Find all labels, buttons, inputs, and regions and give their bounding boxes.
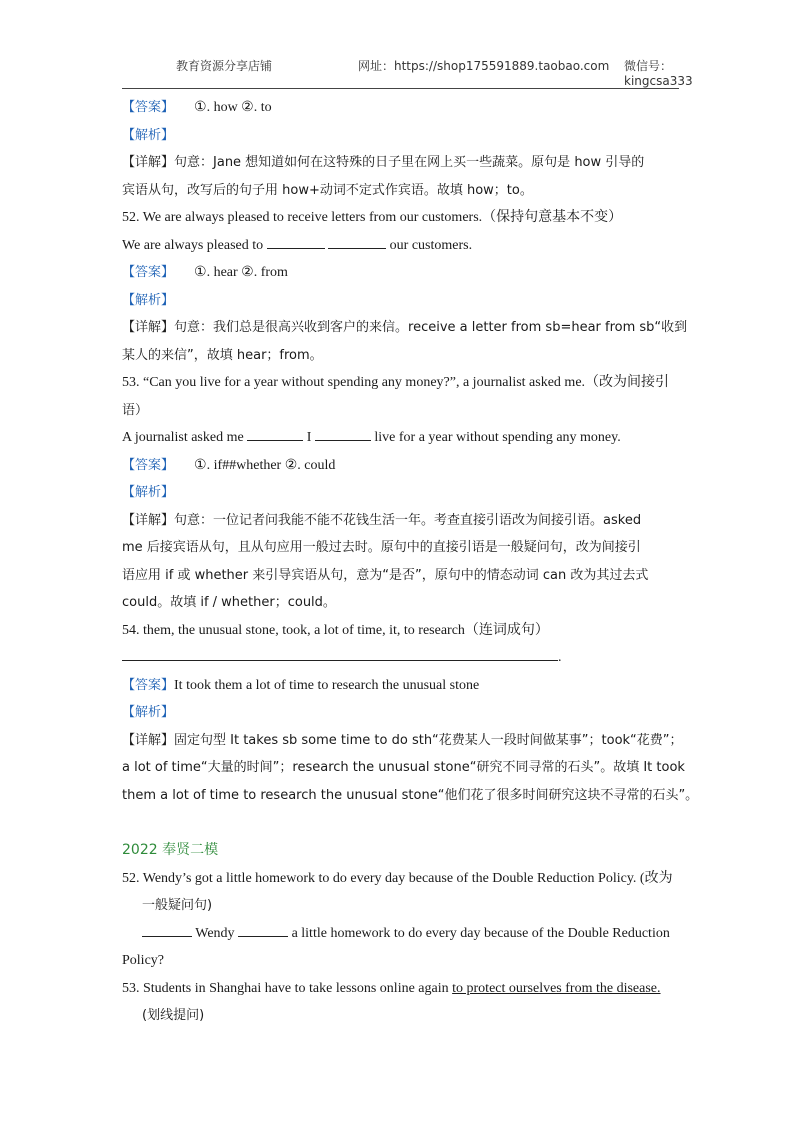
s2-q52-fill-a: Wendy bbox=[195, 925, 235, 941]
q53-detail-line-2: me 后接宾语从句，且从句应用一般过去时。原句中的直接引语是一般疑问句，改为间接引 bbox=[122, 540, 641, 555]
q54-analysis-line bbox=[122, 699, 679, 727]
detail-label: 【详解】 bbox=[122, 155, 175, 170]
q52-fill-b: our customers. bbox=[389, 237, 473, 253]
s2-q53-prompt-line-1 bbox=[122, 975, 679, 1003]
detail-label: 【详解】 bbox=[122, 732, 175, 748]
answer-label: 【答案】 bbox=[122, 100, 175, 115]
q54-detail-line-2: a lot of time“大量的时间”；research the unusual stone“研究不同寻常的石头”。故填 It took bbox=[122, 760, 685, 775]
answer-blank[interactable] bbox=[315, 429, 371, 441]
answer-rule[interactable] bbox=[122, 649, 558, 661]
q53-fill-line bbox=[122, 424, 679, 452]
q53-detail-line-3: 语应用 if 或 whether 来引导宾语从句，意为“是否”，原句中的情态动词 can 改为其过去式 bbox=[122, 567, 649, 583]
s2-q53-prompt-line-2: (划线提问) bbox=[142, 1008, 205, 1023]
section-spacer bbox=[122, 809, 679, 837]
detail-label: 【详解】 bbox=[122, 320, 175, 335]
q53-detail-line-4: could。故填 if / whether；could。 bbox=[122, 595, 336, 610]
q53-answer-line bbox=[122, 452, 679, 480]
answer-label: 【答案】 bbox=[122, 457, 175, 473]
header-wechat-id: kingcsa333 bbox=[624, 74, 693, 88]
q53-prompt-line-1: 53. “Can you live for a year without spending any money?”, a journalist asked me.（改为间接引 bbox=[122, 375, 670, 390]
answer-blank[interactable] bbox=[328, 237, 386, 249]
analysis-label: 【解析】 bbox=[122, 127, 175, 143]
q53-detail-1: 句意：一位记者问我能不能不花钱生活一年。考查直接引语改为间接引语。asked bbox=[174, 512, 642, 528]
q51-detail-line-2 bbox=[122, 177, 679, 205]
q53-analysis-line bbox=[122, 479, 679, 507]
answer-blank[interactable] bbox=[247, 429, 303, 441]
q54-answer-rule-line: . bbox=[122, 644, 679, 672]
q54-answer-line bbox=[122, 672, 679, 700]
q54-detail-line-3: them a lot of time to research the unusual stone“他们花了很多时间研究这块不寻常的石头”。 bbox=[122, 787, 699, 803]
q52-detail-line-2 bbox=[122, 342, 679, 370]
q54-prompt: 54. them, the unusual stone, took, a lot of time, it, to research（连词成句） bbox=[122, 622, 549, 638]
q51-answer: ①. how ②. to bbox=[194, 100, 272, 115]
q53-prompt-line-2: 语） bbox=[122, 402, 149, 418]
q53-detail-line-1 bbox=[122, 507, 679, 535]
q51-detail-1: 句意：Jane 想知道如何在这特殊的日子里在网上买一些蔬菜。原句是 how 引导的 bbox=[174, 155, 645, 170]
s2-q52-fill-b: a little homework to do every day because of the Double Reduction bbox=[291, 925, 670, 941]
analysis-label: 【解析】 bbox=[122, 705, 175, 720]
q53-fill-a: A journalist asked me bbox=[122, 430, 244, 445]
header-divider bbox=[122, 88, 679, 89]
answer-label: 【答案】 bbox=[122, 265, 175, 280]
answer-blank[interactable] bbox=[267, 237, 325, 249]
q52-detail-2: 某人的来信”，故填 hear；from。 bbox=[122, 347, 323, 363]
s2-q53-prompt-text: 53. Students in Shanghai have to take lessons online again bbox=[122, 980, 453, 996]
analysis-label: 【解析】 bbox=[122, 292, 175, 308]
q51-detail-2: 宾语从句，改写后的句子用 how+动词不定式作宾语。故填 how；to。 bbox=[122, 182, 533, 198]
s2-q52-fill-line bbox=[122, 920, 679, 948]
q54-detail-1: 固定句型 It takes sb some time to do sth“花费某人一段时间做某事”；took“花费”； bbox=[174, 732, 683, 748]
analysis-label: 【解析】 bbox=[122, 485, 175, 500]
q53-answer: ①. if##whether ②. could bbox=[194, 457, 336, 473]
q54-detail-line-1 bbox=[122, 727, 683, 755]
answer-label: 【答案】 bbox=[122, 677, 175, 693]
q52-detail-1: 句意：我们总是很高兴收到客户的来信。receive a letter from sb=hear from sb“收到 bbox=[174, 320, 688, 335]
header-url[interactable]: 网址：https://shop175591889.taobao.com bbox=[358, 59, 610, 73]
q51-answer-line bbox=[122, 94, 679, 122]
q52-answer-line bbox=[122, 259, 679, 287]
section-title: 2022 奉贤二模 bbox=[122, 842, 219, 858]
s2-q52-fill-line-2: Policy? bbox=[122, 953, 164, 968]
s2-q52-prompt-line-1: 52. Wendy’s got a little homework to do every day because of the Double Reduction Policy. (改为 bbox=[122, 870, 673, 886]
document-body bbox=[122, 94, 699, 1030]
answer-blank[interactable] bbox=[238, 925, 288, 937]
q52-fill-a: We are always pleased to bbox=[122, 237, 264, 253]
answer-blank[interactable] bbox=[142, 925, 192, 937]
q52-detail-line-1 bbox=[122, 314, 688, 342]
q52-answer: ①. hear ②. from bbox=[194, 265, 288, 280]
q54-answer: It took them a lot of time to research the unusual stone bbox=[174, 677, 480, 693]
q52-fill-line bbox=[122, 232, 679, 260]
q52-analysis-line bbox=[122, 287, 679, 315]
s2-q52-prompt-line-2: 一般疑问句) bbox=[142, 898, 213, 913]
q53-fill-c: live for a year without spending any money. bbox=[374, 430, 621, 445]
detail-label: 【详解】 bbox=[122, 512, 175, 528]
q51-detail-line-1 bbox=[122, 149, 679, 177]
header-shop-name: 教育资源分享店铺 bbox=[176, 59, 273, 73]
header-wechat-label: 微信号： bbox=[624, 59, 673, 73]
q53-fill-b: I bbox=[306, 430, 312, 445]
s2-q53-underlined-part: to protect ourselves from the disease. bbox=[452, 980, 661, 996]
q51-analysis-line bbox=[122, 122, 679, 150]
q52-prompt: 52. We are always pleased to receive letters from our customers.（保持句意基本不变） bbox=[122, 210, 623, 225]
